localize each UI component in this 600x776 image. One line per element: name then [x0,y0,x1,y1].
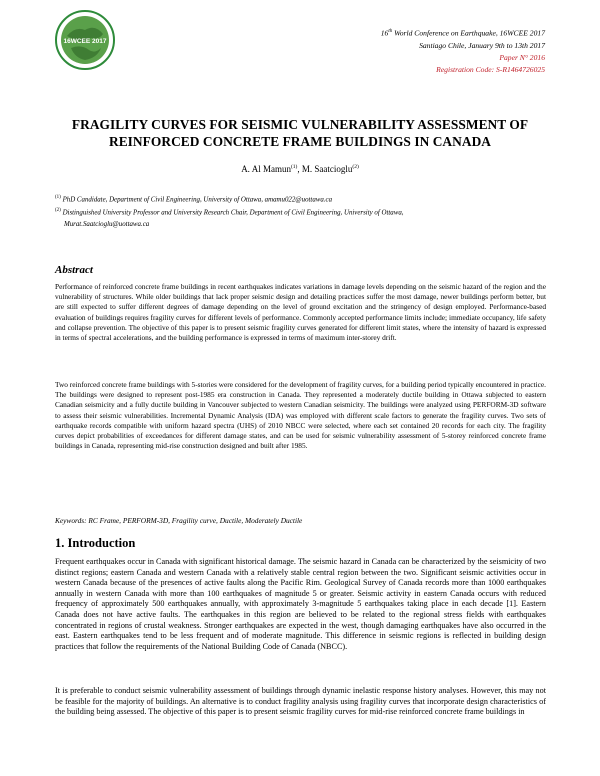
conference-location: Santiago Chile, January 9th to 13th 2017 [419,40,545,50]
paper-title [40,116,560,150]
abstract-heading: Abstract [55,264,93,276]
abstract-paragraph-2: Two reinforced concrete frame buildings with 5-stories were considered for the development of fragility curves, for a building period typically encountered in practice. The buildings were designed to represent post-1985 era construction in Canada. They represented a moderately ductile building in Ottawa subjected to eastern Canadian seismicity and a fully ductile building in Vancouver subjected to western Canadian seismicity. The buildings were analyzed using PERFORM-3D software to assess their seismic vulnerabilities. Incremental Dynamic Analysis (IDA) was employed with different scale factors to generate the fragility curves. Two sets of earthquake records compatible with uniform hazard spectra (UHS) of 2010 NBCC were selected, where each set contained 20 records for each city. The fragility curves depict probabilities of exceedances for different damage states, and can be used for seismic vulnerability assessment of 5-storey reinforced concrete frame buildings in Canada, representing mid-rise construction designed and built after 1985. [55,380,546,451]
affiliation-2-email: Murat.Saatcioglu@uottawa.ca [64,220,150,228]
affiliation-1: $^{(1)}$ PhD Candidate, Department of Civil Engineering, University of Ottawa, amamu022@uottawa.ca [55,195,333,204]
paper-number: Paper N° 2016 [499,52,545,62]
title-line-2: REINFORCED CONCRETE FRAME BUILDINGS IN CANADA [108,134,492,149]
section-heading-introduction: 1. Introduction [55,536,136,550]
author-2: M. Saatcioglu [301,164,353,174]
conference-header [381,26,545,76]
registration-code: Registration Code: S-R1464726025 [436,64,545,74]
introduction-paragraph-2: It is preferable to conduct seismic vulnerability assessment of buildings through dynamic inelastic response history analyses. However, this may not be feasible for the majority of buildings. An alternative is to conduct fragility analysis using fragility curves that incorporate design characteristics of the building being assessed. The objective of this paper is to present seismic fragility curves for mid-rise reinforced concrete frame buildings in [55,686,546,717]
abstract-paragraph-1: Performance of reinforced concrete frame buildings in recent earthquakes indicates variations in damage levels depending on the seismic hazard of the region and the vulnerability of structures. While older buildings that lack proper seismic design and detailing practices suffer the most damage, newer buildings perform better, but are still expected to suffer different degrees of damage depending on the level of ground excitation and the stringency of design employed. Performance-based evaluation of buildings requires fragility curves for different levels of performance. Commonly accepted performance limits include; immediate occupancy, life safety and collapse prevention. The objective of this paper is to present seismic fragility curves generated for different limit states, where the intensity of hazard is expressed in terms of spectral accelerations, and the building performance is expressed in terms of maximum inter-storey drift. [55,282,546,343]
logo-text: 16WCEE 2017 [63,38,107,45]
keywords: Keywords: RC Frame, PERFORM-3D, Fragility curve, Ductile, Moderately Ductile [55,516,303,525]
conference-logo [55,10,115,70]
conference-name: 16th World Conference on Earthquake, 16WCEE 2017 [380,28,545,38]
title-line-1: FRAGILITY CURVES FOR SEISMIC VULNERABILITY ASSESSMENT OF [71,117,529,132]
introduction-paragraph-1: Frequent earthquakes occur in Canada with significant historical damage. The seismic hazard in Canada can be characterized by the seismicity of two distinct regions; eastern Canada and western Canada with a relatively stable central region between the two. Significant seismic activities occur in western Canada because of the presences of active faults along the Pacific Rim. Geological Survey of Canada records more than 1000 earthquakes annually in western Canada with more than 100 earthquakes of magnitude 5 or greater. Seismic activity in eastern Canada occurs with reduced frequency of approximately 500 earthquakes annually, with approximately 3-magnitude 5 earthquakes taking place in each decade [1]. Eastern Canada does not have active faults. The earthquakes in this region are believed to be related to the regional stress fields with earthquakes concentrated in regions of crustal weakness. Stronger earthquakes are expected in the west, though damaging earthquakes have also occurred in the east. Eastern earthquakes tend to be less frequent and of moderate magnitude. This difference in seismic regions is reflected in building design practices that follow the requirements of the National Building Code of Canada (NBCC). [55,557,546,651]
author-list: A. Al Mamun$^{(1)}$, M. Saatcioglu$^{(2)}$ [241,164,359,174]
author-1: A. Al Mamun [241,164,291,174]
affiliation-2: $^{(2)}$ Distinguished University Professor and University Research Chair, Department of Civil Engineering, University of Ottawa, [55,208,404,217]
affiliations [55,192,550,230]
